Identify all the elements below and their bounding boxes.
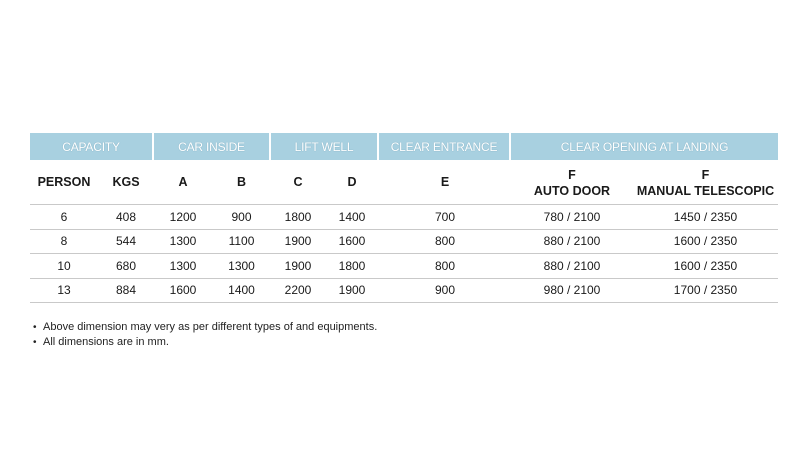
table-body xyxy=(30,205,778,303)
cell-kgs: 884 xyxy=(115,283,137,298)
cell-f-auto: 880 / 2100 xyxy=(543,258,601,273)
cell-e: 800 xyxy=(434,258,456,273)
cell-c: 2200 xyxy=(284,283,312,298)
table-row xyxy=(30,254,778,279)
cell-c: 1900 xyxy=(284,234,312,249)
cell-kgs: 680 xyxy=(115,258,137,273)
col-person: PERSON xyxy=(37,175,91,189)
cell-d: 1600 xyxy=(338,234,366,249)
cell-kgs: 408 xyxy=(115,209,137,224)
cell-person: 6 xyxy=(60,209,68,224)
cell-d: 1400 xyxy=(338,209,366,224)
cell-person: 10 xyxy=(57,258,71,273)
table-row xyxy=(30,230,778,255)
lift-dimension-table xyxy=(30,133,778,303)
col-d: D xyxy=(347,175,357,189)
cell-f-manual: 1700 / 2350 xyxy=(673,283,738,298)
bullet-icon: • xyxy=(33,322,37,333)
cell-a: 1300 xyxy=(169,234,197,249)
cell-d: 1900 xyxy=(338,283,366,298)
col-f-manual-letter: F xyxy=(701,168,710,182)
cell-f-manual: 1450 / 2350 xyxy=(673,209,738,224)
cell-b: 900 xyxy=(231,209,252,224)
bullet-icon: • xyxy=(33,337,37,348)
footnote-text: All dimensions are in mm. xyxy=(43,336,169,348)
footnote xyxy=(33,335,377,350)
footnotes xyxy=(33,320,377,350)
cell-a: 1600 xyxy=(169,283,197,298)
cell-b: 1400 xyxy=(228,283,255,298)
footnote xyxy=(33,320,377,335)
cell-e: 700 xyxy=(434,209,456,224)
cell-f-manual: 1600 / 2350 xyxy=(673,258,738,273)
col-a: A xyxy=(178,175,188,189)
cell-f-auto: 880 / 2100 xyxy=(543,234,601,249)
cell-person: 8 xyxy=(60,234,68,249)
column-header-row xyxy=(30,160,778,205)
cell-a: 1300 xyxy=(169,258,197,273)
col-kgs: KGS xyxy=(112,175,140,189)
cell-b: 1100 xyxy=(228,234,255,249)
cell-e: 900 xyxy=(434,283,456,298)
cell-d: 1800 xyxy=(338,258,366,273)
group-clear-opening: CLEAR OPENING AT LANDING xyxy=(511,133,778,160)
group-car-inside: CAR INSIDE xyxy=(154,133,271,160)
cell-f-manual: 1600 / 2350 xyxy=(673,234,738,249)
cell-person: 13 xyxy=(57,283,71,298)
footnote-text: Above dimension may very as per different types of and equipments. xyxy=(43,321,378,333)
cell-c: 1900 xyxy=(284,258,312,273)
col-f-auto-door-letter: F xyxy=(568,168,576,182)
cell-a: 1200 xyxy=(169,209,197,224)
cell-f-auto: 780 / 2100 xyxy=(543,209,601,224)
cell-f-auto: 980 / 2100 xyxy=(543,283,601,298)
col-b: B xyxy=(236,175,247,189)
cell-b: 1300 xyxy=(228,258,255,273)
group-capacity: CAPACITY xyxy=(30,133,154,160)
table-row xyxy=(30,279,778,304)
group-clear-entrance: CLEAR ENTRANCE xyxy=(379,133,511,160)
cell-c: 1800 xyxy=(284,209,312,224)
col-f-manual-label: MANUAL TELESCOPIC xyxy=(636,184,775,198)
col-f-manual-telescopic xyxy=(633,165,778,199)
cell-e: 800 xyxy=(434,234,456,249)
col-c: C xyxy=(293,175,303,189)
cell-kgs: 544 xyxy=(115,234,137,249)
col-e: E xyxy=(440,175,450,189)
col-f-auto-door-label: AUTO DOOR xyxy=(533,184,611,198)
group-header-row xyxy=(30,133,778,160)
group-lift-well: LIFT WELL xyxy=(271,133,379,160)
col-f-auto-door xyxy=(511,165,633,199)
table-row xyxy=(30,205,778,230)
